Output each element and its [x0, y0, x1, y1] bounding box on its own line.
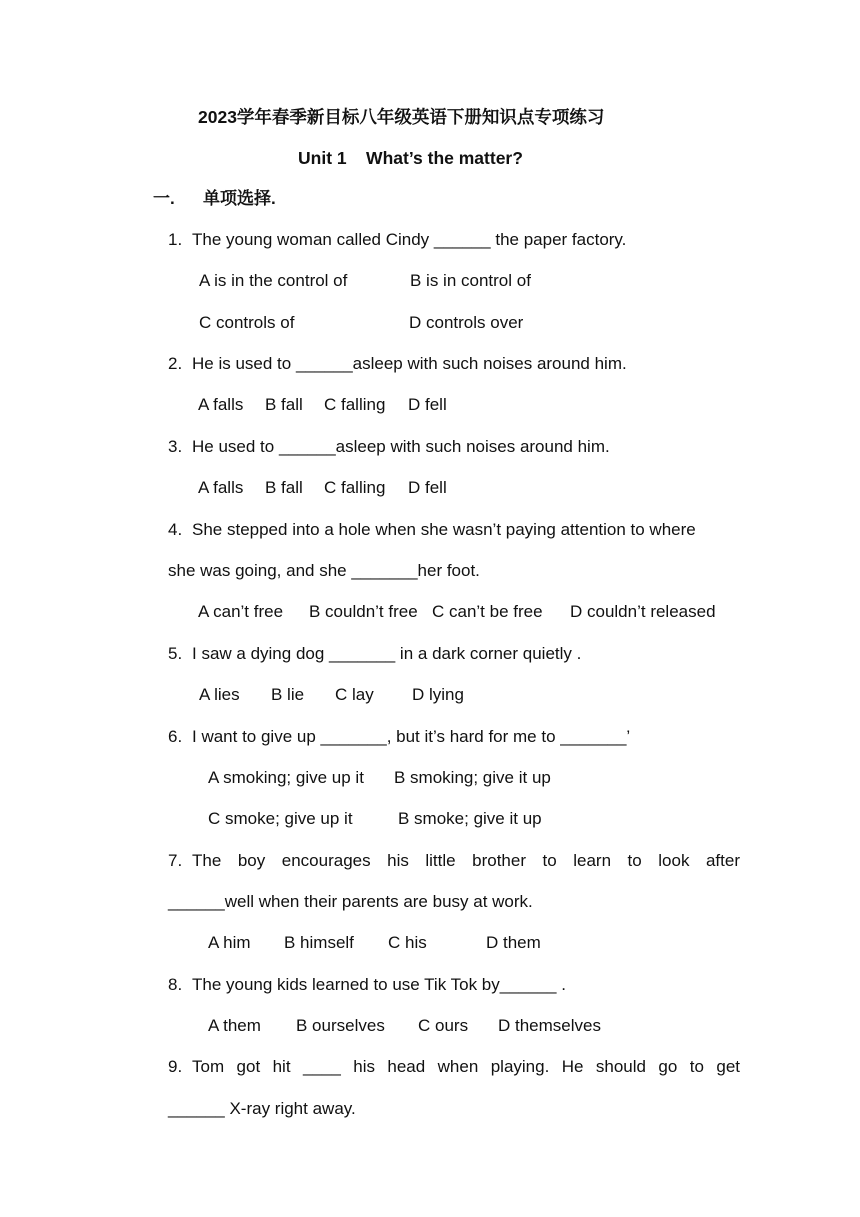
option-c: C falling: [324, 478, 386, 497]
question-text: The young woman called Cindy ______ the paper factory.: [192, 230, 627, 249]
option-d: D them: [486, 933, 541, 952]
option-b: B ourselves: [296, 1016, 385, 1035]
option-d: D lying: [412, 685, 464, 704]
question-text: Tom got hit ____ his head when playing. He should go to get: [192, 1057, 740, 1076]
option-a: A smoking; give up it: [208, 768, 364, 787]
option-a: A falls: [198, 478, 244, 497]
question-number: 9.: [168, 1057, 183, 1076]
question-number: 2.: [168, 354, 183, 373]
option-c: C controls of: [199, 313, 295, 332]
question-number: 7.: [168, 851, 183, 870]
option-c: C smoke; give up it: [208, 809, 353, 828]
option-b: B couldn’t free: [309, 602, 418, 621]
option-c: C can’t be free: [432, 602, 543, 621]
question-text: I want to give up _______, but it’s hard for me to _______’: [192, 727, 631, 746]
question-text: The boy encourages his little brother to learn to look after: [192, 851, 740, 870]
question-text-continued: ______well when their parents are busy at work.: [168, 892, 533, 911]
option-c: C ours: [418, 1016, 469, 1035]
option-a: A falls: [198, 395, 244, 414]
question-text-continued: she was going, and she _______her foot.: [168, 561, 480, 580]
question-number: 8.: [168, 975, 183, 994]
option-d: D fell: [408, 478, 447, 497]
question-text-continued: ______ X-ray right away.: [168, 1099, 356, 1118]
question-text: He is used to ______asleep with such noises around him.: [192, 354, 627, 373]
option-d: D themselves: [498, 1016, 601, 1035]
option-a: A is in the control of: [199, 271, 348, 290]
option-b: B himself: [284, 933, 354, 952]
section-number: 一.: [153, 189, 175, 208]
question-text: I saw a dying dog _______ in a dark corner quietly .: [192, 644, 582, 663]
question-text: The young kids learned to use Tik Tok by______ .: [192, 975, 566, 994]
option-a: A him: [208, 933, 251, 952]
option-b: B is in control of: [410, 271, 531, 290]
unit-heading: Unit 1 What’s the matter?: [298, 148, 523, 168]
question-number: 1.: [168, 230, 183, 249]
option-d: D controls over: [409, 313, 524, 332]
option-c: C his: [388, 933, 427, 952]
option-b: B lie: [271, 685, 305, 704]
question-text: She stepped into a hole when she wasn’t paying attention to where: [192, 520, 696, 539]
document-title: 2023学年春季新目标八年级英语下册知识点专项练习: [198, 107, 605, 127]
option-a: A lies: [199, 685, 240, 704]
option-c: C falling: [324, 395, 386, 414]
option-d: B smoke; give it up: [398, 809, 542, 828]
option-b: B fall: [265, 478, 303, 497]
question-text: He used to ______asleep with such noises around him.: [192, 437, 610, 456]
option-a: A them: [208, 1016, 261, 1035]
option-d: D fell: [408, 395, 447, 414]
section-title: 单项选择.: [203, 189, 276, 208]
question-number: 4.: [168, 520, 183, 539]
question-number: 3.: [168, 437, 183, 456]
question-number: 6.: [168, 727, 183, 746]
question-number: 5.: [168, 644, 183, 663]
option-c: C lay: [335, 685, 374, 704]
option-d: D couldn’t released: [570, 602, 716, 621]
option-b: B smoking; give it up: [394, 768, 551, 787]
option-b: B fall: [265, 395, 303, 414]
option-a: A can’t free: [198, 602, 284, 621]
